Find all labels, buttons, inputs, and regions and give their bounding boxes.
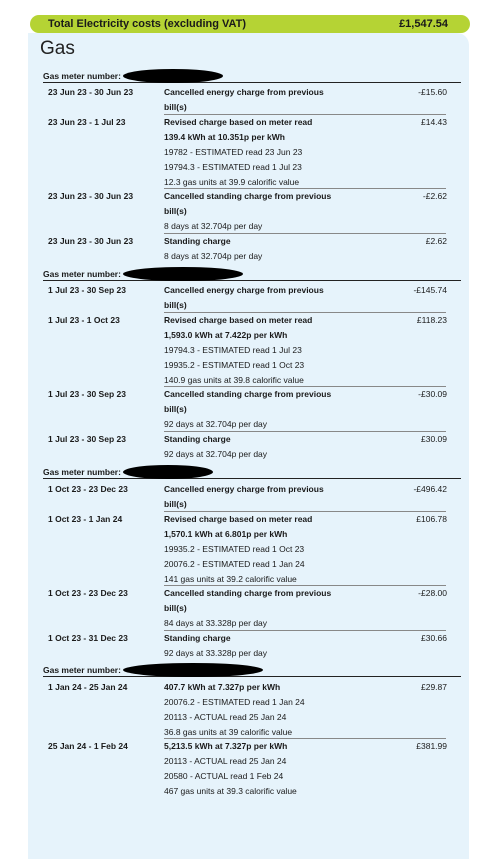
redacted-meter-number	[123, 267, 243, 281]
charge-title: bill(s)	[164, 603, 187, 613]
charge-title: Revised charge based on meter read	[164, 514, 313, 524]
charge-title: bill(s)	[164, 499, 187, 509]
charge-description	[164, 313, 354, 388]
meter-label: Gas meter number:	[43, 466, 121, 477]
charge-amount: -£15.60	[418, 87, 447, 97]
charge-amount: £29.87	[421, 682, 447, 692]
redacted-meter-number	[123, 69, 223, 83]
gas-panel	[28, 33, 469, 859]
charge-period: 1 Oct 23 - 31 Dec 23	[48, 633, 128, 643]
charge-period: 1 Jan 24 - 25 Jan 24	[48, 682, 128, 692]
total-electricity-bar	[30, 15, 470, 33]
charge-detail: 12.3 gas units at 39.9 calorific value	[164, 177, 300, 187]
meter-label: Gas meter number:	[43, 664, 121, 675]
charge-title: Cancelled standing charge from previous	[164, 588, 332, 598]
charge-description	[164, 512, 354, 587]
charge-title: Standing charge	[164, 434, 231, 444]
charge-period: 1 Oct 23 - 1 Jan 24	[48, 514, 123, 524]
charge-title: Standing charge	[164, 236, 231, 246]
charge-description	[164, 234, 354, 264]
charge-amount: £14.43	[421, 117, 447, 127]
charge-period: 1 Oct 23 - 23 Dec 23	[48, 484, 128, 494]
charge-period: 1 Jul 23 - 30 Sep 23	[48, 285, 126, 295]
charge-amount: £30.66	[421, 633, 447, 643]
charge-detail: 20113 - ACTUAL read 25 Jan 24	[164, 756, 287, 766]
charge-detail: 92 days at 32.704p per day	[164, 449, 268, 459]
meter-label: Gas meter number:	[43, 70, 121, 81]
charge-detail: 141 gas units at 39.2 calorific value	[164, 574, 297, 584]
charge-amount: £381.99	[416, 741, 447, 751]
charge-detail: 92 days at 33.328p per day	[164, 648, 268, 658]
charge-amount: £2.62	[425, 236, 447, 246]
charge-title: bill(s)	[164, 102, 187, 112]
charge-title: Cancelled energy charge from previous	[164, 87, 324, 97]
charge-detail: 19794.3 - ESTIMATED read 1 Jul 23	[164, 162, 302, 172]
charge-period: 1 Jul 23 - 1 Oct 23	[48, 315, 120, 325]
charge-title: Cancelled standing charge from previous	[164, 389, 332, 399]
charge-period: 23 Jun 23 - 30 Jun 23	[48, 87, 134, 97]
charge-detail: 20580 - ACTUAL read 1 Feb 24	[164, 771, 284, 781]
gas-meter-number	[43, 69, 461, 83]
charge-period: 23 Jun 23 - 30 Jun 23	[48, 191, 134, 201]
charge-amount: -£2.62	[422, 191, 447, 201]
charge-amount: £118.23	[416, 315, 447, 325]
total-label: Total Electricity costs (excluding VAT)	[48, 18, 247, 30]
charge-title: Cancelled energy charge from previous	[164, 484, 324, 494]
charge-title: bill(s)	[164, 206, 187, 216]
charge-title: Revised charge based on meter read	[164, 117, 313, 127]
charge-amount: £106.78	[416, 514, 447, 524]
charge-description	[164, 680, 354, 740]
charge-detail: 36.8 gas units at 39 calorific value	[164, 727, 293, 737]
charge-title: Cancelled standing charge from previous	[164, 191, 332, 201]
charge-description	[164, 432, 354, 462]
charge-detail: 19935.2 - ESTIMATED read 1 Oct 23	[164, 544, 305, 554]
charge-title: 1,570.1 kWh at 6.801p per kWh	[164, 529, 288, 539]
gas-meter-number	[43, 267, 461, 281]
charge-description	[164, 387, 354, 432]
charge-description	[164, 739, 354, 799]
gas-meter-number	[43, 465, 461, 479]
charge-description	[164, 189, 354, 234]
meter-label: Gas meter number:	[43, 268, 121, 279]
charge-amount: -£30.09	[418, 389, 447, 399]
charge-title: bill(s)	[164, 404, 187, 414]
charge-title: 407.7 kWh at 7.327p per kWh	[164, 682, 281, 692]
charge-detail: 467 gas units at 39.3 calorific value	[164, 786, 297, 796]
charge-amount: £30.09	[421, 434, 447, 444]
charge-title: 139.4 kWh at 10.351p per kWh	[164, 132, 285, 142]
charge-detail: 140.9 gas units at 39.8 calorific value	[164, 375, 304, 385]
charge-title: bill(s)	[164, 300, 187, 310]
charge-detail: 92 days at 32.704p per day	[164, 419, 268, 429]
charge-amount: -£496.42	[413, 484, 447, 494]
charge-detail: 19782 - ESTIMATED read 23 Jun 23	[164, 147, 303, 157]
charge-detail: 20113 - ACTUAL read 25 Jan 24	[164, 712, 287, 722]
charge-description	[164, 586, 354, 631]
charge-description	[164, 85, 354, 115]
section-title: Gas	[40, 38, 75, 59]
charge-description	[164, 482, 354, 512]
charge-detail: 8 days at 32.704p per day	[164, 221, 263, 231]
charge-amount: -£28.00	[418, 588, 447, 598]
charge-detail: 8 days at 32.704p per day	[164, 251, 263, 261]
charge-detail: 20076.2 - ESTIMATED read 1 Jan 24	[164, 697, 305, 707]
redacted-meter-number	[123, 663, 263, 677]
charge-title: 1,593.0 kWh at 7.422p per kWh	[164, 330, 288, 340]
charge-description	[164, 631, 354, 661]
charge-detail: 19935.2 - ESTIMATED read 1 Oct 23	[164, 360, 305, 370]
charge-detail: 84 days at 33.328p per day	[164, 618, 268, 628]
charge-period: 1 Jul 23 - 30 Sep 23	[48, 389, 126, 399]
charge-title: Cancelled energy charge from previous	[164, 285, 324, 295]
charge-period: 23 Jun 23 - 1 Jul 23	[48, 117, 126, 127]
charge-detail: 19794.3 - ESTIMATED read 1 Jul 23	[164, 345, 302, 355]
charge-description	[164, 283, 354, 313]
charge-title: 5,213.5 kWh at 7.327p per kWh	[164, 741, 288, 751]
charge-period: 1 Jul 23 - 30 Sep 23	[48, 434, 126, 444]
charge-detail: 20076.2 - ESTIMATED read 1 Jan 24	[164, 559, 305, 569]
charge-title: Revised charge based on meter read	[164, 315, 313, 325]
charge-amount: -£145.74	[413, 285, 447, 295]
charge-period: 1 Oct 23 - 23 Dec 23	[48, 588, 128, 598]
redacted-meter-number	[123, 465, 213, 479]
charge-title: Standing charge	[164, 633, 231, 643]
gas-meter-number	[43, 663, 461, 677]
charge-period: 23 Jun 23 - 30 Jun 23	[48, 236, 134, 246]
charge-description	[164, 115, 354, 190]
total-amount: £1,547.54	[399, 18, 448, 30]
charge-period: 25 Jan 24 - 1 Feb 24	[48, 741, 128, 751]
